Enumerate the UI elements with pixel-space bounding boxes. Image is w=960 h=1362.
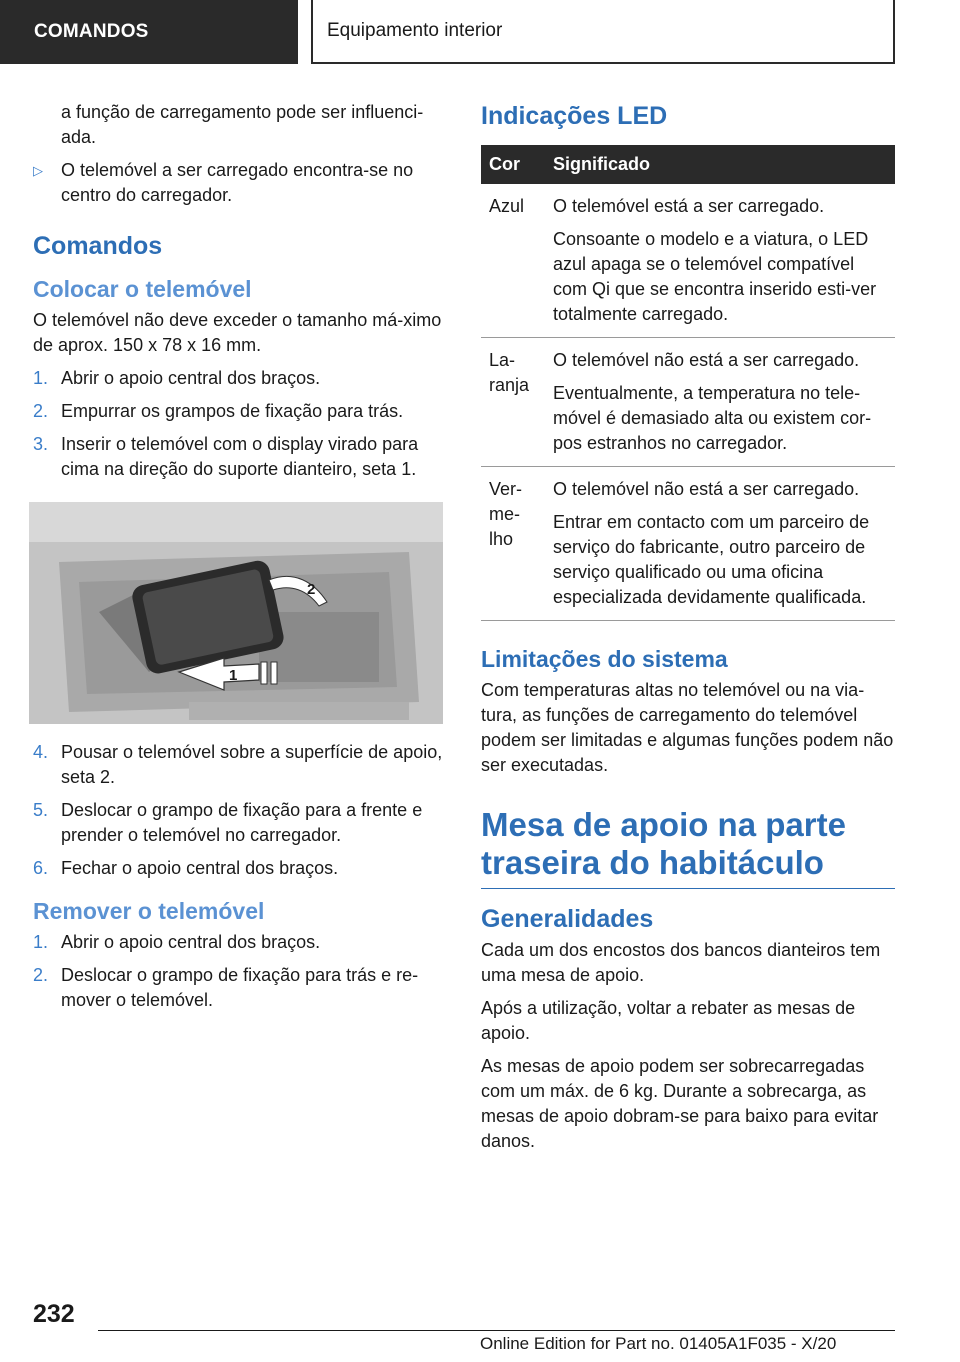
heading-limitacoes: Limitações do sistema (481, 646, 728, 672)
edition-text: Online Edition for Part no. 01405A1F035 - X/20 (480, 1334, 837, 1353)
table-cell-color: Azul (481, 184, 545, 338)
paragraph-generalidades-1: Cada um dos encostos dos bancos dianteiros tem uma mesa de apoio. (481, 940, 881, 985)
continued-paragraph: a função de carregamento pode ser influenci-ada. (61, 102, 424, 147)
heading-mesa-de-apoio: Mesa de apoio na parte traseira do habitáculo (481, 806, 895, 889)
table-cell-color: La-ranja (481, 338, 545, 467)
page-header (0, 0, 960, 66)
table-cell-meaning: O telemóvel está a ser carregado. Consoante o modelo e a viatura, o LED azul apaga se o telemóvel compatível com Qi que se encontra inserido esti-ver totalmente carregado. (545, 184, 895, 338)
table-row (481, 184, 895, 338)
list-item: 3. Inserir o telemóvel com o display virado para cima na direção do suporte dianteiro, seta 1. (33, 434, 419, 479)
bullet-item: ▷ O telemóvel a ser carregado encontra-se no centro do carregador. (33, 160, 414, 205)
table-header-cor: Cor (481, 145, 545, 184)
steps-list-1 (33, 366, 445, 482)
heading-led: Indicações LED (481, 102, 668, 130)
list-item: 5. Deslocar o grampo de fixação para a frente e prender o telemóvel no carregador. (33, 800, 423, 845)
table-cell-meaning: O telemóvel não está a ser carregado. Entrar em contacto com um parceiro de serviço do fabricante, outro parceiro de serviço qualificado ou uma oficina especializada devidamente qualificada. (545, 467, 895, 621)
footer-divider (98, 1330, 895, 1331)
list-item: 1. Abrir o apoio central dos braços. (33, 932, 321, 952)
table-cell-meaning: O telemóvel não está a ser carregado. Eventualmente, a temperatura no tele-móvel é demasiado alta ou existem cor-pos estranhos no carregador. (545, 338, 895, 467)
table-cell-color: Ver-me-lho (481, 467, 545, 621)
steps-list-2 (33, 740, 445, 881)
paragraph-limitacoes: Com temperaturas altas no telemóvel ou na via-tura, as funções de carregamento do telemóvel podem ser limitadas e algumas funções podem não ser executadas. (481, 680, 894, 775)
left-column (33, 100, 445, 1021)
heading-comandos: Comandos (33, 232, 163, 260)
paragraph-generalidades-2: Após a utilização, voltar a rebater as mesas de apoio. (481, 998, 856, 1043)
chapter-tab: Equipamento interior (311, 0, 895, 64)
section-tab: COMANDOS (0, 0, 298, 64)
list-item: 1. Abrir o apoio central dos braços. (33, 368, 321, 388)
page-number: 232 (33, 1300, 75, 1328)
table-row (481, 467, 895, 621)
list-item: 2. Deslocar o grampo de fixação para trás e re-mover o telemóvel. (33, 965, 419, 1010)
right-column (481, 100, 895, 1162)
table-header-significado: Significado (545, 145, 895, 184)
led-table (481, 145, 895, 621)
heading-colocar: Colocar o telemóvel (33, 276, 252, 302)
heading-generalidades: Generalidades (481, 905, 654, 933)
list-item: 6. Fechar o apoio central dos braços. (33, 858, 339, 878)
figure-label-1: 1 (229, 667, 238, 684)
table-header-row (481, 145, 895, 184)
heading-remover: Remover o telemóvel (33, 898, 265, 924)
triangle-bullet-icon: ▷ (33, 163, 43, 178)
phone-holder-figure (29, 502, 443, 724)
steps-list-3 (33, 930, 445, 1013)
phone-holder-illustration (29, 502, 443, 724)
figure-label-2: 2 (307, 581, 316, 598)
list-item: 2. Empurrar os grampos de fixação para trás. (33, 401, 404, 421)
table-row (481, 338, 895, 467)
paragraph-colocar: O telemóvel não deve exceder o tamanho má-ximo de aprox. 150 x 78 x 16 mm. (33, 310, 442, 355)
list-item: 4. Pousar o telemóvel sobre a superfície de apoio, seta 2. (33, 742, 443, 787)
paragraph-generalidades-3: As mesas de apoio podem ser sobrecarregadas com um máx. de 6 kg. Durante a sobrecarga, as mesas de apoio dobram-se para baixo para evitar danos. (481, 1056, 879, 1151)
